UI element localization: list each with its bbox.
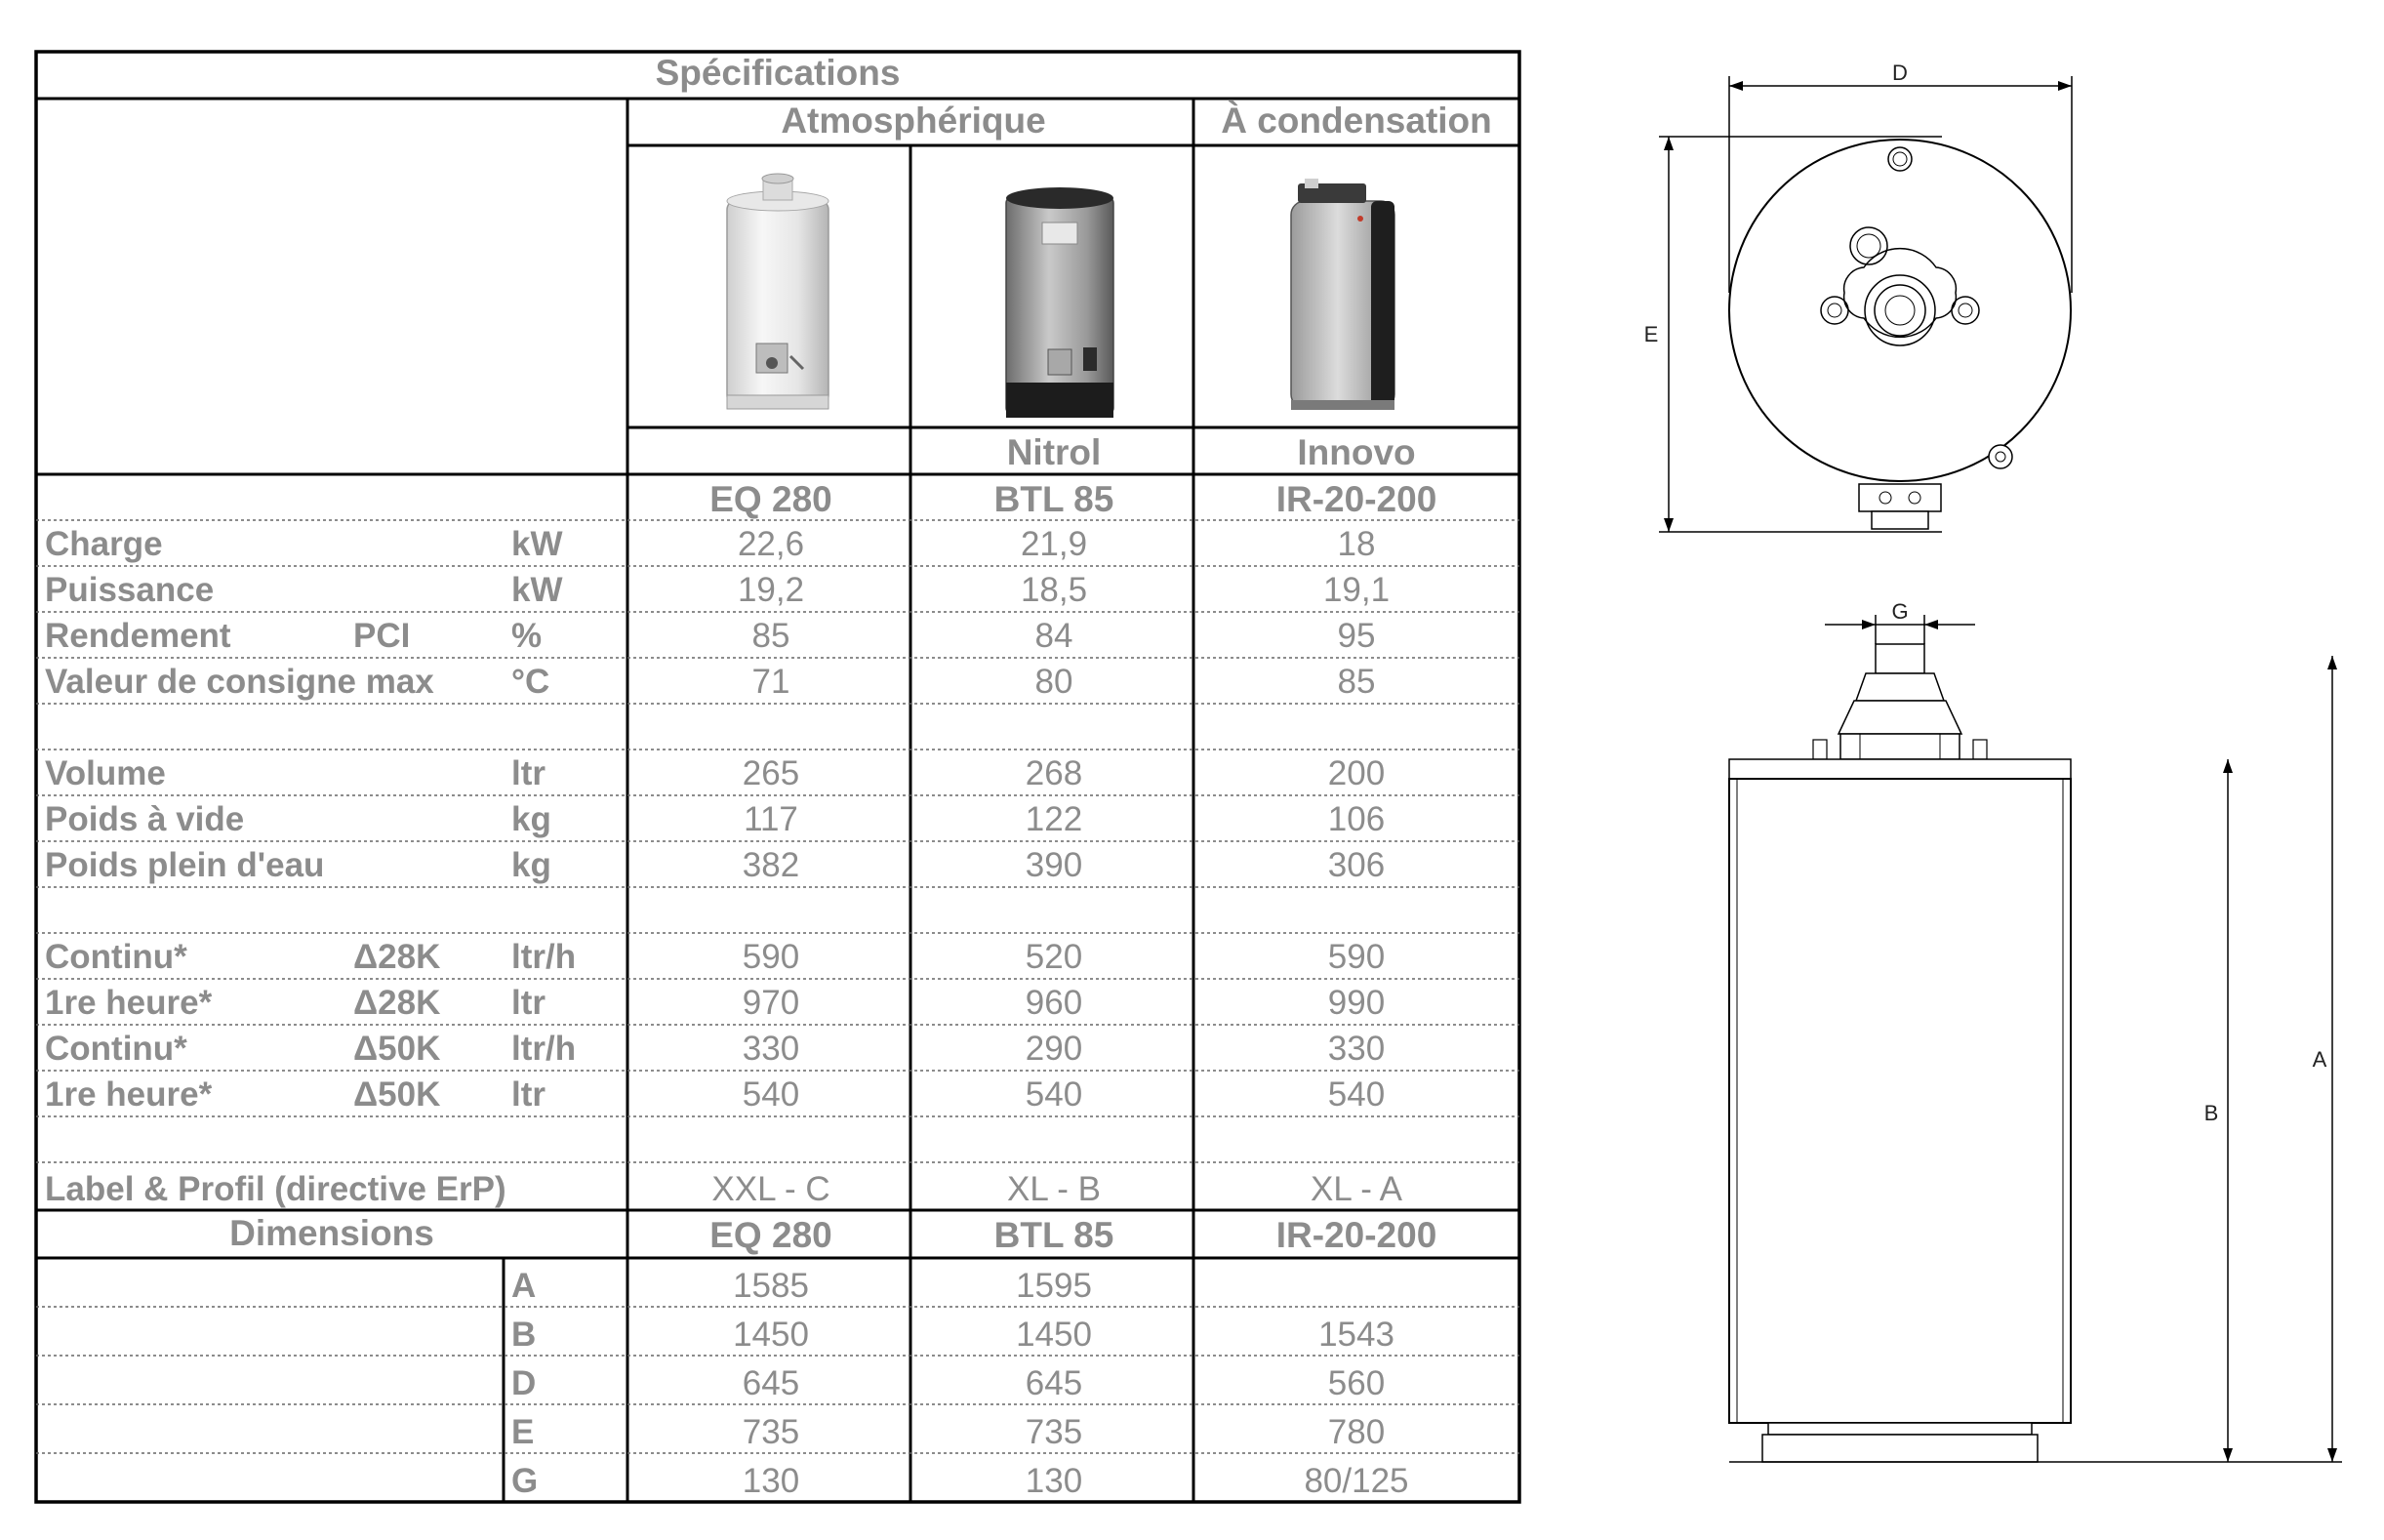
row-value-2: 390: [1025, 846, 1083, 884]
row-value-1: 970: [742, 984, 800, 1022]
spec-row: [45, 525, 1375, 563]
row-value-2: 122: [1025, 800, 1083, 838]
row-label: Valeur de consigne max: [45, 663, 434, 701]
row-label: Poids plein d'eau: [45, 846, 325, 884]
row-value-2: 18,5: [1020, 571, 1088, 609]
row-label: Poids à vide: [45, 800, 245, 838]
row-value-1: 265: [742, 754, 800, 792]
dimensions-title: Dimensions: [229, 1213, 434, 1253]
row-sub: Δ50K: [353, 1075, 441, 1114]
spec-row: [45, 1075, 1385, 1114]
row-value-1: 382: [742, 846, 800, 884]
row-sub: Δ50K: [353, 1030, 441, 1068]
dim-value-3: 780: [1327, 1413, 1386, 1451]
row-value-1: 85: [751, 617, 790, 655]
dim-value-2: 1595: [1016, 1267, 1092, 1305]
spec-row: [45, 571, 1390, 609]
row-value-3: 19,1: [1322, 571, 1391, 609]
row-unit: kW: [511, 571, 563, 609]
row-value-1: 330: [742, 1030, 800, 1068]
row-value-2: 290: [1025, 1030, 1083, 1068]
row-label: Volume: [45, 754, 166, 792]
dim-row: [511, 1267, 1092, 1305]
dimensions-rows: [511, 1267, 1409, 1500]
dim-key: A: [511, 1267, 537, 1305]
row-value-2: 520: [1025, 938, 1083, 976]
row-value-1: 22,6: [737, 525, 805, 563]
label-profile-label: Label & Profil (directive ErP): [45, 1170, 506, 1208]
dim-label-d: D: [1892, 61, 1908, 85]
row-value-3: 95: [1337, 617, 1376, 655]
dim-model-3: IR-20-200: [1275, 1215, 1437, 1255]
label-profile-value-2: XL - B: [1007, 1170, 1101, 1208]
dim-value-1: 735: [742, 1413, 800, 1451]
row-value-3: 18: [1337, 525, 1376, 563]
row-label: Rendement: [45, 617, 231, 655]
row-value-1: 590: [742, 938, 800, 976]
dim-key: D: [511, 1364, 537, 1402]
row-label: Puissance: [45, 571, 215, 609]
row-value-1: 71: [751, 663, 790, 701]
row-label: Continu*: [45, 938, 187, 976]
row-label: 1re heure*: [45, 1075, 213, 1114]
model-col-2: BTL 85: [993, 479, 1114, 519]
row-value-3: 330: [1327, 1030, 1386, 1068]
row-label: 1re heure*: [45, 984, 213, 1022]
dim-value-1: 1450: [733, 1316, 809, 1354]
row-value-2: 960: [1025, 984, 1083, 1022]
row-sub: Δ28K: [353, 938, 441, 976]
spec-row: [45, 938, 1385, 976]
model-row: [709, 479, 1436, 519]
row-value-3: 200: [1327, 754, 1386, 792]
row-unit: ltr/h: [511, 1030, 577, 1068]
dim-value-3: 1543: [1318, 1316, 1394, 1354]
row-unit: ltr: [511, 1075, 545, 1114]
dim-label-a: A: [2312, 1047, 2327, 1072]
dim-row: [511, 1413, 1385, 1451]
row-value-2: 84: [1034, 617, 1073, 655]
dim-value-2: 1450: [1016, 1316, 1092, 1354]
dim-label-g: G: [1891, 599, 1909, 624]
row-unit: ltr: [511, 984, 545, 1022]
brand-row: [1007, 432, 1416, 472]
dim-model-2: BTL 85: [993, 1215, 1114, 1255]
spec-title: Spécifications: [655, 53, 901, 93]
dim-label-b: B: [2203, 1101, 2219, 1125]
dim-value-3: 560: [1327, 1364, 1386, 1402]
spec-row: [45, 754, 1385, 792]
row-value-3: 306: [1327, 846, 1386, 884]
model-col-1: EQ 280: [709, 479, 832, 519]
dim-row: [511, 1316, 1394, 1354]
top-view-drawing: [1644, 61, 2072, 532]
dim-value-2: 130: [1025, 1462, 1083, 1500]
row-value-2: 540: [1025, 1075, 1083, 1114]
dim-value-2: 645: [1025, 1364, 1083, 1402]
row-label: Charge: [45, 525, 163, 563]
row-unit: ltr/h: [511, 938, 577, 976]
dim-value-1: 1585: [733, 1267, 809, 1305]
group-atmospheric: Atmosphérique: [781, 101, 1046, 141]
spec-row: [45, 1030, 1385, 1068]
dim-value-1: 645: [742, 1364, 800, 1402]
row-value-1: 540: [742, 1075, 800, 1114]
label-profile-value-1: XXL - C: [711, 1170, 830, 1208]
row-sub: Δ28K: [353, 984, 441, 1022]
row-value-3: 106: [1327, 800, 1386, 838]
side-view-drawing: [1729, 599, 2342, 1462]
row-unit: kW: [511, 525, 563, 563]
product-image-eq280: [727, 174, 828, 409]
dim-key: E: [511, 1413, 535, 1451]
row-value-3: 85: [1337, 663, 1376, 701]
spec-row: [45, 984, 1385, 1022]
dim-value-3: 80/125: [1304, 1462, 1409, 1500]
row-label: Continu*: [45, 1030, 187, 1068]
spec-row: [45, 663, 1375, 701]
product-image-ir20200: [1291, 179, 1394, 410]
product-image-btl85: [1006, 187, 1113, 418]
spec-row: [45, 846, 1385, 884]
dim-key: B: [511, 1316, 537, 1354]
row-sub: PCI: [353, 617, 411, 655]
label-profile-value-3: XL - A: [1310, 1170, 1403, 1208]
model-col-3: IR-20-200: [1275, 479, 1437, 519]
dimensions-header: [229, 1213, 1436, 1255]
row-value-2: 21,9: [1020, 525, 1088, 563]
label-profile-row: [45, 1170, 1403, 1208]
dim-row: [511, 1364, 1385, 1402]
row-unit: °C: [511, 663, 550, 701]
spec-row: [45, 617, 1375, 655]
row-value-1: 19,2: [737, 571, 805, 609]
brand-col-3: Innovo: [1297, 432, 1416, 472]
dim-key: G: [511, 1462, 539, 1500]
brand-col-2: Nitrol: [1006, 432, 1102, 472]
dim-label-e: E: [1643, 322, 1659, 346]
row-value-2: 268: [1025, 754, 1083, 792]
row-value-3: 540: [1327, 1075, 1386, 1114]
row-value-2: 80: [1034, 663, 1073, 701]
row-unit: ltr: [511, 754, 545, 792]
row-value-3: 590: [1327, 938, 1386, 976]
dim-row: [511, 1462, 1409, 1500]
row-unit: kg: [511, 800, 551, 838]
row-value-3: 990: [1327, 984, 1386, 1022]
row-unit: %: [511, 617, 543, 655]
dim-value-2: 735: [1025, 1413, 1083, 1451]
row-value-1: 117: [744, 800, 798, 838]
row-unit: kg: [511, 846, 551, 884]
dim-value-1: 130: [742, 1462, 800, 1500]
spec-row: [45, 800, 1385, 838]
dim-model-1: EQ 280: [709, 1215, 832, 1255]
group-condensing: À condensation: [1221, 101, 1492, 141]
